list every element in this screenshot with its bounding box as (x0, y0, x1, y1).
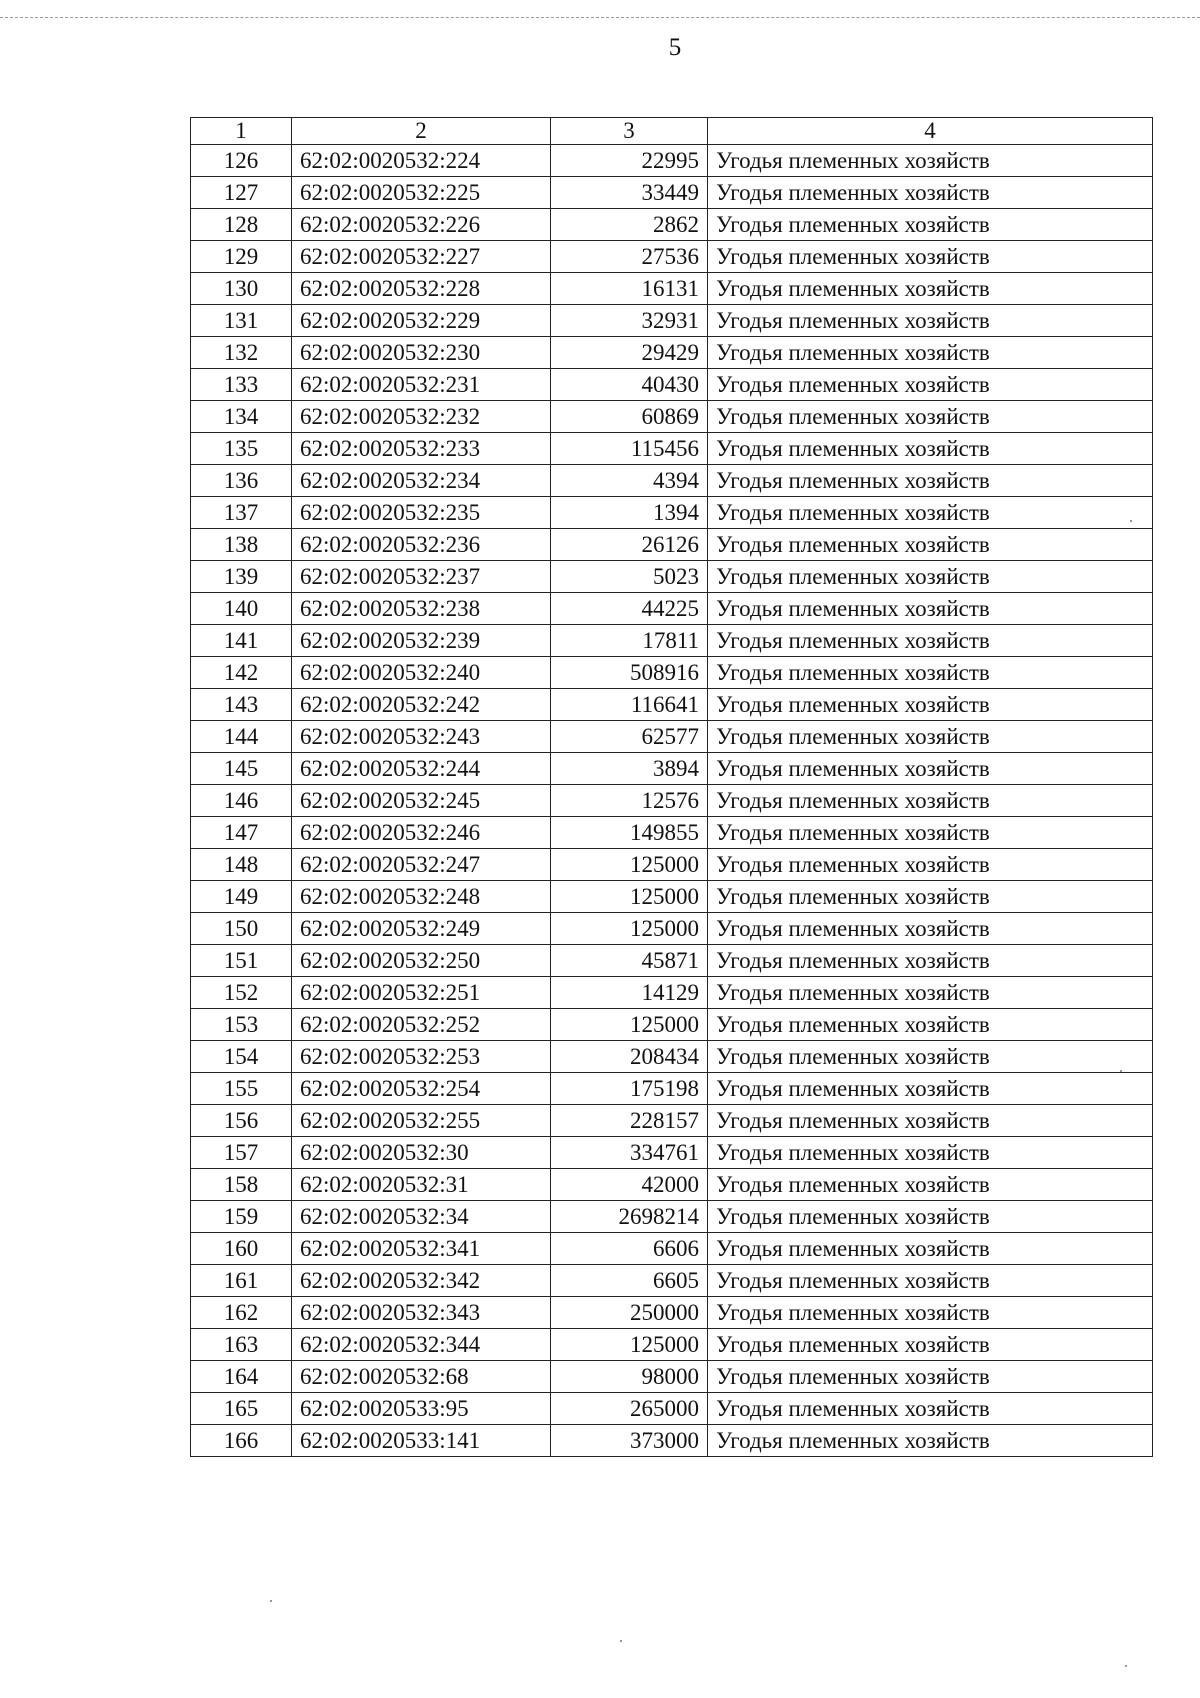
land-use: Угодья племенных хозяйств (708, 1425, 1153, 1457)
cadastral-number: 62:02:0020532:254 (292, 1073, 551, 1105)
table-row (191, 689, 1153, 721)
table-row (191, 145, 1153, 177)
cadastral-number: 62:02:0020532:242 (292, 689, 551, 721)
area-value: 250000 (551, 1297, 708, 1329)
row-number: 155 (191, 1073, 292, 1105)
row-number: 165 (191, 1393, 292, 1425)
land-use: Угодья племенных хозяйств (708, 785, 1153, 817)
area-value: 32931 (551, 305, 708, 337)
row-number: 128 (191, 209, 292, 241)
land-use: Угодья племенных хозяйств (708, 145, 1153, 177)
land-use: Угодья племенных хозяйств (708, 177, 1153, 209)
table-row (191, 1425, 1153, 1457)
area-value: 16131 (551, 273, 708, 305)
cadastral-number: 62:02:0020532:245 (292, 785, 551, 817)
area-value: 26126 (551, 529, 708, 561)
land-use: Угодья племенных хозяйств (708, 1137, 1153, 1169)
column-header-3: 3 (551, 118, 708, 145)
row-number: 141 (191, 625, 292, 657)
row-number: 145 (191, 753, 292, 785)
row-number: 161 (191, 1265, 292, 1297)
land-use: Угодья племенных хозяйств (708, 529, 1153, 561)
row-number: 152 (191, 977, 292, 1009)
table-row (191, 1329, 1153, 1361)
cadastral-number: 62:02:0020532:344 (292, 1329, 551, 1361)
cadastral-number: 62:02:0020533:95 (292, 1393, 551, 1425)
land-use: Угодья племенных хозяйств (708, 977, 1153, 1009)
row-number: 137 (191, 497, 292, 529)
cadastral-number: 62:02:0020532:230 (292, 337, 551, 369)
cadastral-number: 62:02:0020532:235 (292, 497, 551, 529)
column-header-1: 1 (191, 118, 292, 145)
table-row (191, 1169, 1153, 1201)
cadastral-number: 62:02:0020532:255 (292, 1105, 551, 1137)
area-value: 60869 (551, 401, 708, 433)
table-row (191, 657, 1153, 689)
table-row (191, 881, 1153, 913)
row-number: 153 (191, 1009, 292, 1041)
cadastral-number: 62:02:0020532:228 (292, 273, 551, 305)
row-number: 157 (191, 1137, 292, 1169)
land-use: Угодья племенных хозяйств (708, 369, 1153, 401)
table-body (191, 145, 1153, 1457)
cadastral-number: 62:02:0020532:234 (292, 465, 551, 497)
cadastral-number: 62:02:0020532:251 (292, 977, 551, 1009)
row-number: 148 (191, 849, 292, 881)
land-use: Угодья племенных хозяйств (708, 817, 1153, 849)
area-value: 115456 (551, 433, 708, 465)
area-value: 42000 (551, 1169, 708, 1201)
land-use: Угодья племенных хозяйств (708, 1297, 1153, 1329)
land-use: Угодья племенных хозяйств (708, 849, 1153, 881)
area-value: 45871 (551, 945, 708, 977)
land-use: Угодья племенных хозяйств (708, 913, 1153, 945)
cadastral-number: 62:02:0020532:246 (292, 817, 551, 849)
row-number: 149 (191, 881, 292, 913)
table-row (191, 849, 1153, 881)
row-number: 154 (191, 1041, 292, 1073)
land-use: Угодья племенных хозяйств (708, 1265, 1153, 1297)
table-row (191, 497, 1153, 529)
land-use: Угодья племенных хозяйств (708, 593, 1153, 625)
table-row (191, 561, 1153, 593)
cadastral-number: 62:02:0020532:248 (292, 881, 551, 913)
cadastral-number: 62:02:0020532:342 (292, 1265, 551, 1297)
table-row (191, 1041, 1153, 1073)
row-number: 147 (191, 817, 292, 849)
table-header-row (191, 118, 1153, 145)
row-number: 166 (191, 1425, 292, 1457)
table-row (191, 273, 1153, 305)
table-row (191, 785, 1153, 817)
row-number: 129 (191, 241, 292, 273)
scan-speck (1120, 1070, 1122, 1072)
cadastral-number: 62:02:0020532:226 (292, 209, 551, 241)
row-number: 140 (191, 593, 292, 625)
table-row (191, 177, 1153, 209)
row-number: 164 (191, 1361, 292, 1393)
area-value: 14129 (551, 977, 708, 1009)
row-number: 138 (191, 529, 292, 561)
scan-speck (1130, 520, 1132, 522)
table-row (191, 1137, 1153, 1169)
row-number: 136 (191, 465, 292, 497)
cadastral-number: 62:02:0020532:34 (292, 1201, 551, 1233)
cadastral-number: 62:02:0020532:225 (292, 177, 551, 209)
table-row (191, 593, 1153, 625)
table-row (191, 305, 1153, 337)
table-row (191, 1297, 1153, 1329)
land-use: Угодья племенных хозяйств (708, 1073, 1153, 1105)
table-row (191, 1201, 1153, 1233)
land-plots-table (190, 117, 1153, 1457)
cadastral-number: 62:02:0020532:247 (292, 849, 551, 881)
area-value: 98000 (551, 1361, 708, 1393)
cadastral-number: 62:02:0020532:238 (292, 593, 551, 625)
cadastral-number: 62:02:0020532:233 (292, 433, 551, 465)
cadastral-number: 62:02:0020532:244 (292, 753, 551, 785)
row-number: 163 (191, 1329, 292, 1361)
row-number: 142 (191, 657, 292, 689)
table-row (191, 1393, 1153, 1425)
land-use: Угодья племенных хозяйств (708, 753, 1153, 785)
row-number: 156 (191, 1105, 292, 1137)
land-use: Угодья племенных хозяйств (708, 721, 1153, 753)
area-value: 3894 (551, 753, 708, 785)
cadastral-number: 62:02:0020532:68 (292, 1361, 551, 1393)
land-use: Угодья племенных хозяйств (708, 497, 1153, 529)
cadastral-number: 62:02:0020532:237 (292, 561, 551, 593)
area-value: 116641 (551, 689, 708, 721)
area-value: 208434 (551, 1041, 708, 1073)
table-row (191, 977, 1153, 1009)
area-value: 149855 (551, 817, 708, 849)
land-use: Угодья племенных хозяйств (708, 1393, 1153, 1425)
table-row (191, 1361, 1153, 1393)
table-row (191, 1009, 1153, 1041)
column-header-2: 2 (292, 118, 551, 145)
scan-speck (620, 1640, 622, 1642)
cadastral-number: 62:02:0020533:141 (292, 1425, 551, 1457)
scan-speck (1125, 1665, 1127, 1667)
cadastral-number: 62:02:0020532:227 (292, 241, 551, 273)
row-number: 134 (191, 401, 292, 433)
cadastral-number: 62:02:0020532:236 (292, 529, 551, 561)
area-value: 62577 (551, 721, 708, 753)
table-row (191, 1265, 1153, 1297)
area-value: 175198 (551, 1073, 708, 1105)
area-value: 508916 (551, 657, 708, 689)
land-use: Угодья племенных хозяйств (708, 881, 1153, 913)
area-value: 22995 (551, 145, 708, 177)
land-use: Угодья племенных хозяйств (708, 657, 1153, 689)
area-value: 125000 (551, 913, 708, 945)
land-use: Угодья племенных хозяйств (708, 625, 1153, 657)
area-value: 125000 (551, 1329, 708, 1361)
area-value: 373000 (551, 1425, 708, 1457)
table-row (191, 753, 1153, 785)
area-value: 2862 (551, 209, 708, 241)
land-use: Угодья племенных хозяйств (708, 1105, 1153, 1137)
cadastral-number: 62:02:0020532:30 (292, 1137, 551, 1169)
cadastral-number: 62:02:0020532:239 (292, 625, 551, 657)
cadastral-number: 62:02:0020532:341 (292, 1233, 551, 1265)
land-use: Угодья племенных хозяйств (708, 209, 1153, 241)
area-value: 6605 (551, 1265, 708, 1297)
land-use: Угодья племенных хозяйств (708, 1233, 1153, 1265)
table-row (191, 369, 1153, 401)
land-use: Угодья племенных хозяйств (708, 1009, 1153, 1041)
table-row (191, 721, 1153, 753)
area-value: 125000 (551, 849, 708, 881)
area-value: 12576 (551, 785, 708, 817)
row-number: 150 (191, 913, 292, 945)
cadastral-number: 62:02:0020532:231 (292, 369, 551, 401)
land-use: Угодья племенных хозяйств (708, 401, 1153, 433)
area-value: 29429 (551, 337, 708, 369)
scan-edge-line (0, 17, 1200, 18)
table-row (191, 337, 1153, 369)
table-row (191, 625, 1153, 657)
area-value: 17811 (551, 625, 708, 657)
land-use: Угодья племенных хозяйств (708, 273, 1153, 305)
table-row (191, 433, 1153, 465)
row-number: 143 (191, 689, 292, 721)
table-row (191, 1073, 1153, 1105)
land-use: Угодья племенных хозяйств (708, 1361, 1153, 1393)
table-row (191, 209, 1153, 241)
area-value: 4394 (551, 465, 708, 497)
row-number: 139 (191, 561, 292, 593)
cadastral-number: 62:02:0020532:224 (292, 145, 551, 177)
scan-speck (270, 1600, 272, 1602)
table-row (191, 401, 1153, 433)
area-value: 44225 (551, 593, 708, 625)
table-row (191, 1105, 1153, 1137)
land-use: Угодья племенных хозяйств (708, 1201, 1153, 1233)
cadastral-number: 62:02:0020532:252 (292, 1009, 551, 1041)
row-number: 159 (191, 1201, 292, 1233)
row-number: 130 (191, 273, 292, 305)
area-value: 2698214 (551, 1201, 708, 1233)
area-value: 27536 (551, 241, 708, 273)
table-row (191, 913, 1153, 945)
cadastral-number: 62:02:0020532:253 (292, 1041, 551, 1073)
cadastral-number: 62:02:0020532:31 (292, 1169, 551, 1201)
row-number: 158 (191, 1169, 292, 1201)
table-row (191, 529, 1153, 561)
cadastral-number: 62:02:0020532:343 (292, 1297, 551, 1329)
row-number: 146 (191, 785, 292, 817)
table-row (191, 241, 1153, 273)
cadastral-number: 62:02:0020532:232 (292, 401, 551, 433)
row-number: 133 (191, 369, 292, 401)
row-number: 160 (191, 1233, 292, 1265)
column-header-4: 4 (708, 118, 1153, 145)
land-use: Угодья племенных хозяйств (708, 1041, 1153, 1073)
row-number: 131 (191, 305, 292, 337)
table-row (191, 945, 1153, 977)
cadastral-number: 62:02:0020532:243 (292, 721, 551, 753)
area-value: 125000 (551, 881, 708, 913)
area-value: 1394 (551, 497, 708, 529)
row-number: 162 (191, 1297, 292, 1329)
cadastral-number: 62:02:0020532:229 (292, 305, 551, 337)
table-row (191, 465, 1153, 497)
land-use: Угодья племенных хозяйств (708, 465, 1153, 497)
row-number: 151 (191, 945, 292, 977)
area-value: 5023 (551, 561, 708, 593)
land-use: Угодья племенных хозяйств (708, 433, 1153, 465)
area-value: 265000 (551, 1393, 708, 1425)
table-row (191, 817, 1153, 849)
land-use: Угодья племенных хозяйств (708, 689, 1153, 721)
land-use: Угодья племенных хозяйств (708, 561, 1153, 593)
area-value: 228157 (551, 1105, 708, 1137)
land-use: Угодья племенных хозяйств (708, 337, 1153, 369)
row-number: 132 (191, 337, 292, 369)
cadastral-number: 62:02:0020532:240 (292, 657, 551, 689)
row-number: 144 (191, 721, 292, 753)
land-use: Угодья племенных хозяйств (708, 1169, 1153, 1201)
land-use: Угодья племенных хозяйств (708, 945, 1153, 977)
area-value: 125000 (551, 1009, 708, 1041)
table-row (191, 1233, 1153, 1265)
land-use: Угодья племенных хозяйств (708, 241, 1153, 273)
row-number: 127 (191, 177, 292, 209)
area-value: 334761 (551, 1137, 708, 1169)
cadastral-number: 62:02:0020532:249 (292, 913, 551, 945)
area-value: 40430 (551, 369, 708, 401)
row-number: 135 (191, 433, 292, 465)
land-use: Угодья племенных хозяйств (708, 1329, 1153, 1361)
area-value: 33449 (551, 177, 708, 209)
cadastral-number: 62:02:0020532:250 (292, 945, 551, 977)
page-number: 5 (668, 34, 682, 61)
area-value: 6606 (551, 1233, 708, 1265)
row-number: 126 (191, 145, 292, 177)
land-use: Угодья племенных хозяйств (708, 305, 1153, 337)
